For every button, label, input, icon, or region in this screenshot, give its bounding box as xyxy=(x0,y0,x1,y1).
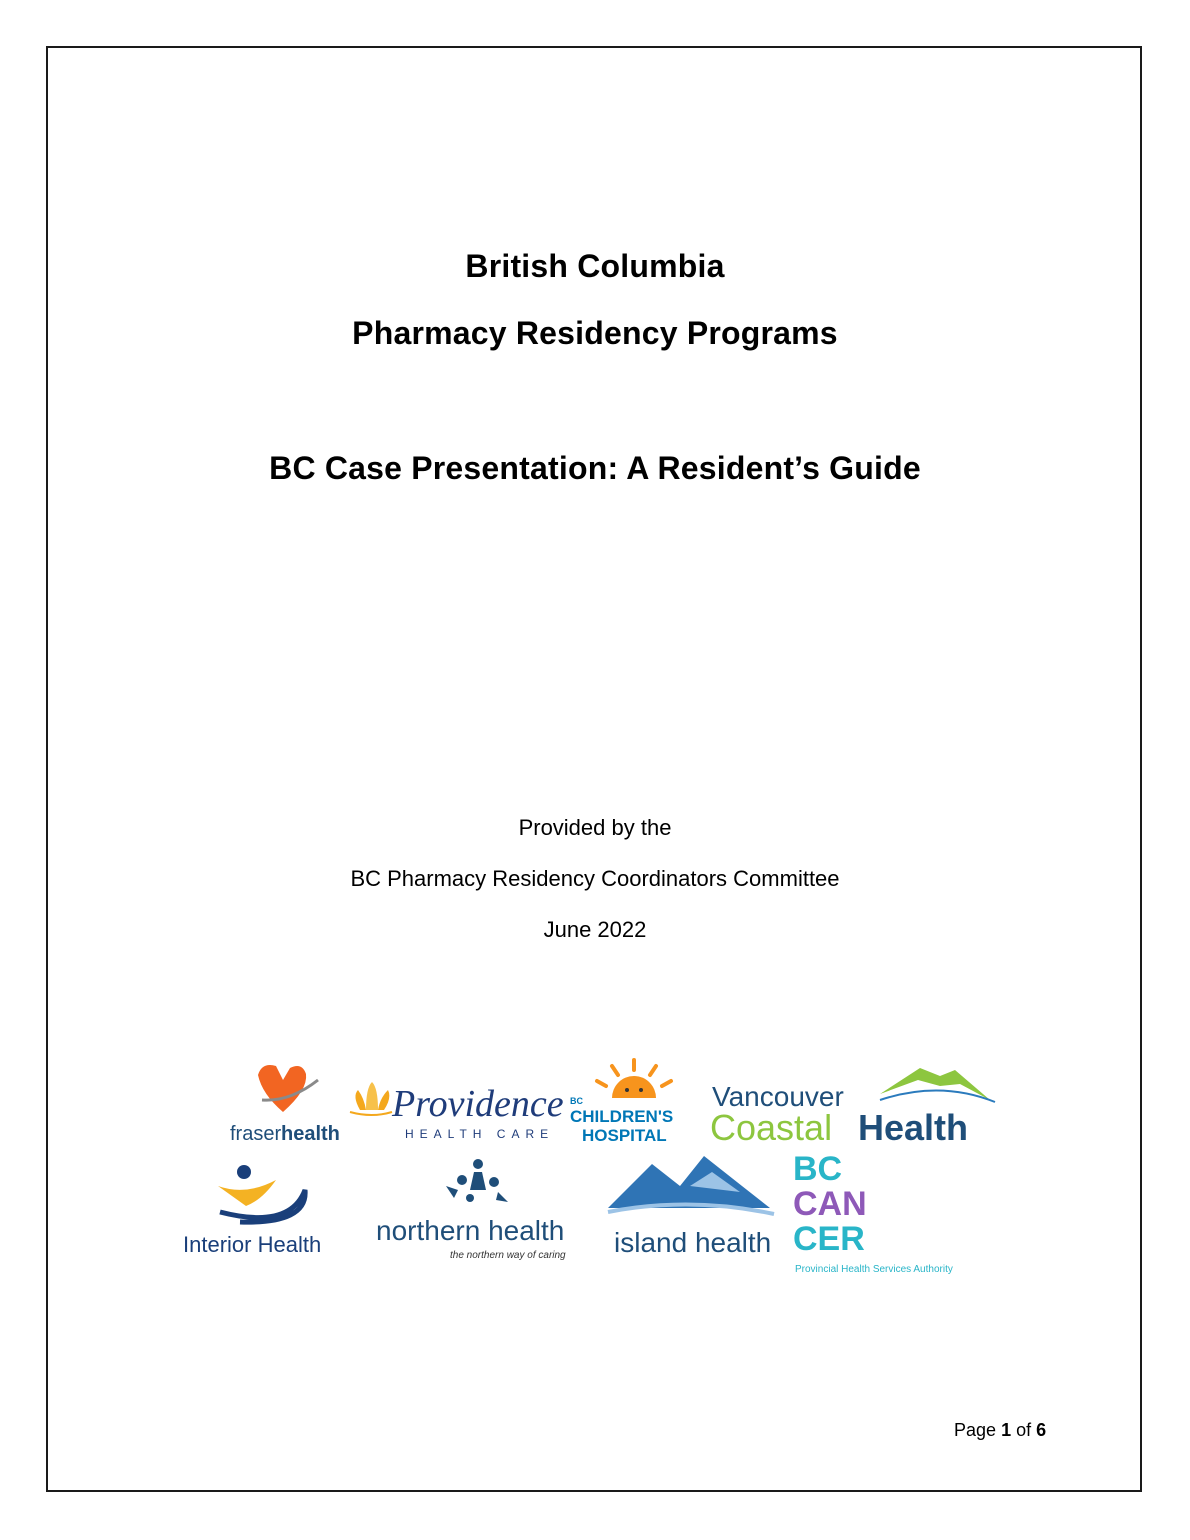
bccancer-text-b: CAN xyxy=(793,1185,867,1223)
bccancer-text-a: BC xyxy=(793,1150,843,1188)
vch-text-b: Coastal xyxy=(710,1107,833,1148)
vch-text-c: Health xyxy=(858,1107,969,1148)
providence-text-a: Providence xyxy=(392,1083,564,1125)
page-total: 6 xyxy=(1036,1420,1047,1440)
committee-name: BC Pharmacy Residency Coordinators Committee xyxy=(350,866,840,891)
northern-text-a: northern health xyxy=(376,1215,565,1246)
providence-text-b: HEALTH CARE xyxy=(405,1127,555,1141)
bcch-text-a: BC xyxy=(570,1096,583,1106)
bccancer-text-c: CER xyxy=(793,1220,865,1258)
document-title-line1: British Columbia xyxy=(465,248,725,284)
northern-text-b: the northern way of caring xyxy=(450,1250,566,1261)
interior-text-a: Interior Health xyxy=(183,1232,322,1257)
page-number xyxy=(954,1420,1046,1441)
document-title-line2: Pharmacy Residency Programs xyxy=(352,315,838,351)
page-current: 1 xyxy=(1001,1420,1012,1440)
vch-text-a: Vancouver xyxy=(712,1081,844,1112)
bccancer-text-d: Provincial Health Services Authority xyxy=(795,1264,953,1275)
bcch-text-c: HOSPITAL xyxy=(582,1126,667,1145)
page-of: of xyxy=(1016,1420,1032,1440)
bcch-text-b: CHILDREN'S xyxy=(570,1107,674,1126)
provided-by-text: Provided by the xyxy=(518,815,672,840)
document-subtitle: BC Case Presentation: A Resident’s Guide xyxy=(269,450,921,486)
document-date: June 2022 xyxy=(543,917,647,942)
island-text-a: island health xyxy=(614,1227,772,1258)
fraser-text-b: health xyxy=(281,1123,340,1145)
fraser-text-a: fraser xyxy=(230,1123,282,1145)
page-word: Page xyxy=(954,1420,997,1440)
